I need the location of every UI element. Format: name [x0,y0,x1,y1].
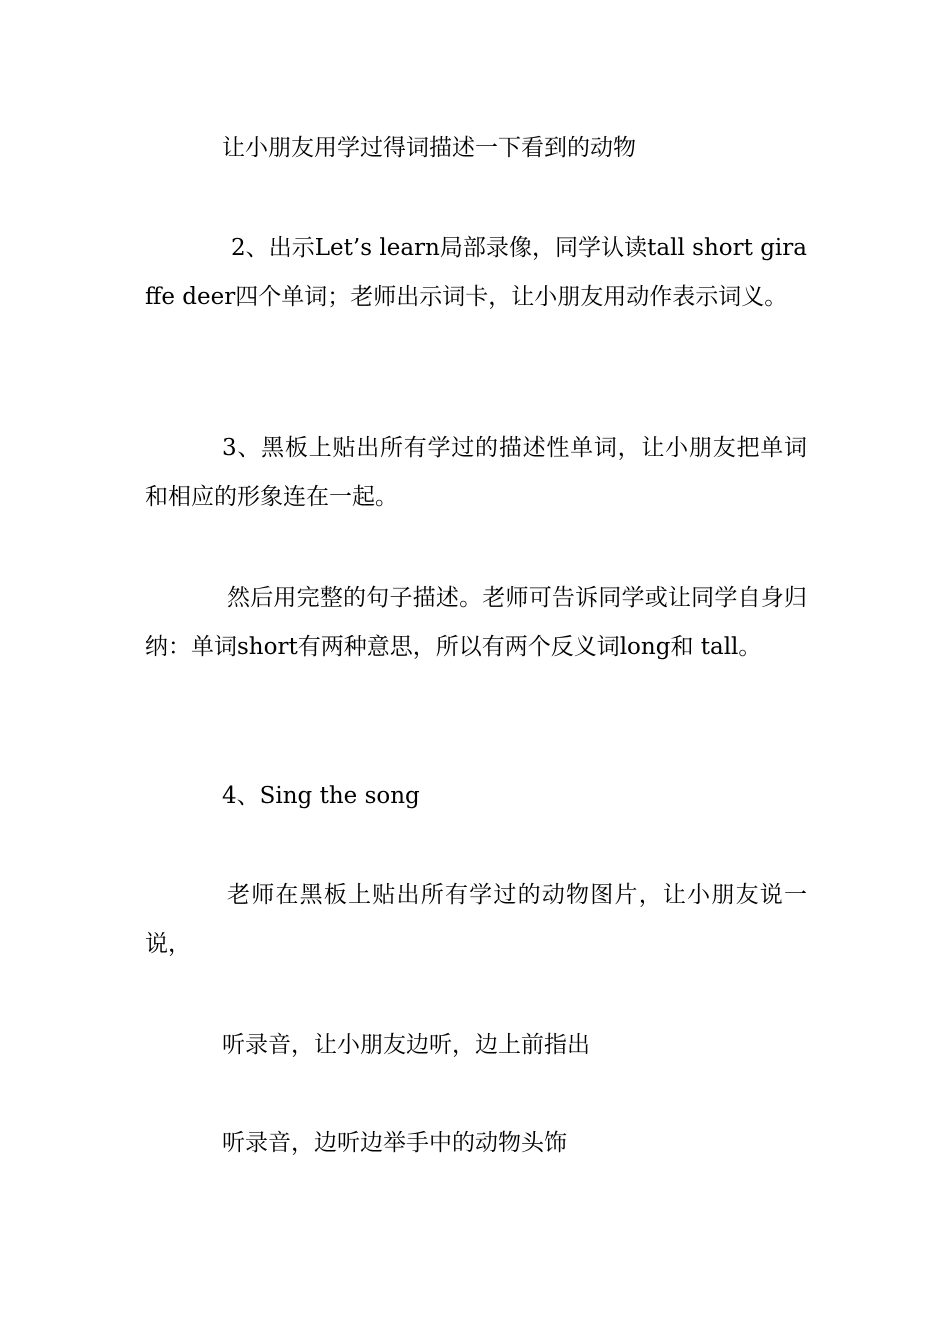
paragraph-blackboard-words: 3、黑板上贴出所有学过的描述性单词，让小朋友把单词和相应的形象连在一起。 [145,435,807,510]
paragraph-listen-point: 听录音，让小朋友边听，边上前指出 [222,1032,590,1058]
paragraph-complete-sentences: 然后用完整的句子描述。老师可告诉同学或让同学自身归纳：单词short有两种意思，所以有两个反义词long和 tall。 [145,585,807,660]
paragraph-sing-the-song: 4、Sing the song [222,783,420,809]
paragraph-animal-pictures: 老师在黑板上贴出所有学过的动物图片，让小朋友说一说， [145,882,807,957]
paragraph-describe-animals: 让小朋友用学过得词描述一下看到的动物 [222,135,636,161]
paragraph-listen-headwear: 听录音，边听边举手中的动物头饰 [222,1130,567,1156]
paragraph-lets-learn: 2、出示Let’s learn局部录像，同学认读tall short giraffe deer四个单词；老师出示词卡，让小朋友用动作表示词义。 [145,235,807,310]
